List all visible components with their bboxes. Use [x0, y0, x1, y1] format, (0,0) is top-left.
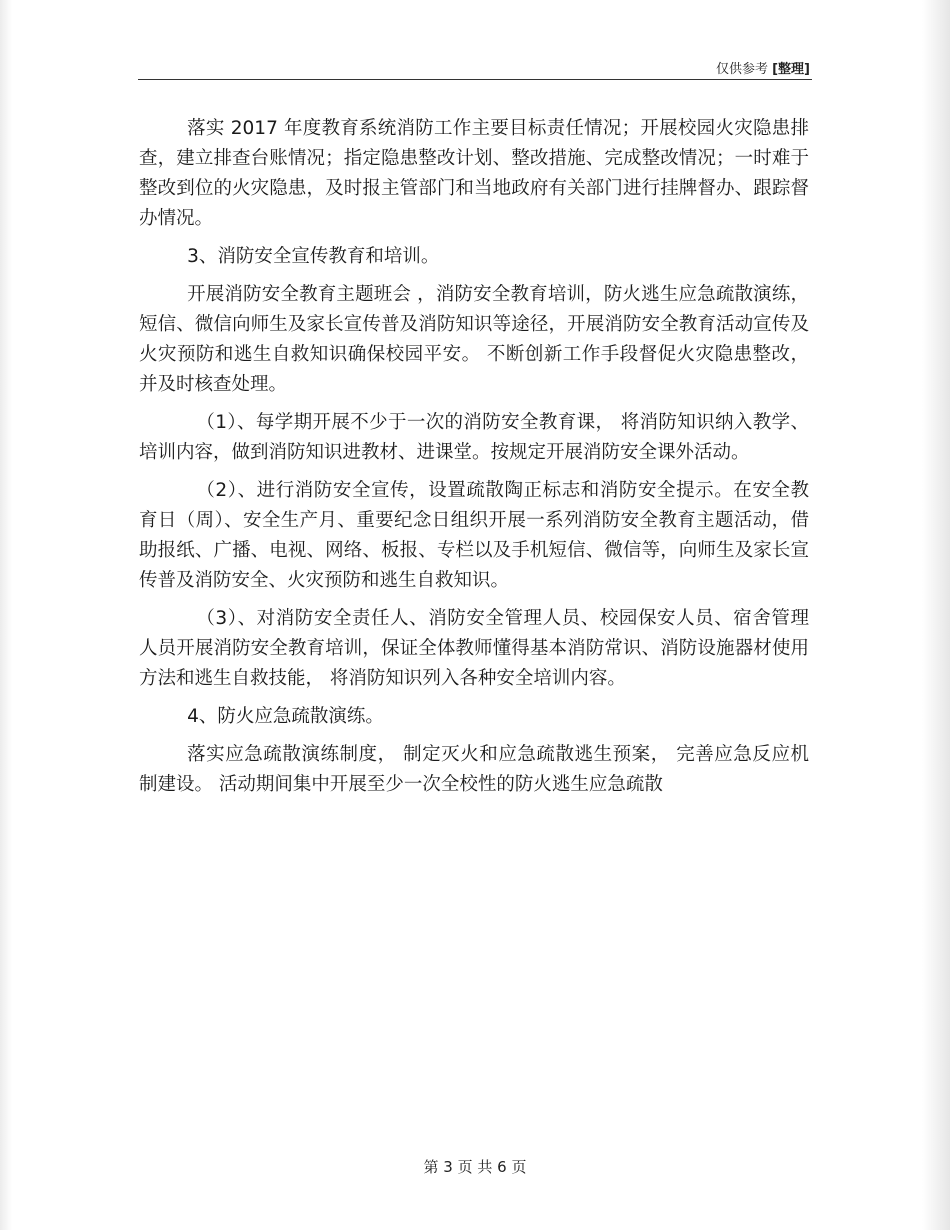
- paragraph: 开展消防安全教育主题班会 ，消防安全教育培训，防火逃生应急疏散演练，短信、微信向师生及家长宣传普及消防知识等途径，开展消防安全教育活动宣传及火灾预防和逃生自救知识确保校园平安。 不断创新工作手段督促火灾隐患整改，并及时核查处理。: [139, 284, 809, 395]
- section-heading: 4、防火应急疏散演练。: [187, 706, 384, 727]
- page-header: [716, 58, 810, 77]
- page-shadow-right: [922, 0, 950, 1230]
- paragraph: （1）、每学期开展不少于一次的消防安全教育课， 将消防知识纳入教学、培训内容，做到消防知识进教材、进课堂。按规定开展消防安全课外活动。: [139, 412, 809, 463]
- header-note: 仅供参考: [715, 62, 768, 77]
- header-rule: [138, 79, 812, 80]
- document-body: [139, 114, 809, 808]
- page-footer: 第 3 页 共 6 页: [423, 1158, 527, 1176]
- paragraph: 落实应急疏散演练制度， 制定灭火和应急疏散逃生预案， 完善应急反应机制建设。 活动期间集中开展至少一次全校性的防火逃生应急疏散: [139, 744, 809, 795]
- paragraph: （2）、进行消防安全宣传，设置疏散陶正标志和消防安全提示。在安全教育日（周）、安全生产月、重要纪念日组织开展一系列消防安全教育主题活动，借助报纸、广播、电视、网络、板报、专栏以及手机短信、微信等，向师生及家长宣传普及消防安全、火灾预防和逃生自救知识。: [139, 480, 809, 591]
- section-heading: 3、消防安全宣传教育和培训。: [187, 246, 440, 267]
- paragraph: 落实 2017 年度教育系统消防工作主要目标责任情况；开展校园火灾隐患排查，建立排查台账情况；指定隐患整改计划、整改措施、完成整改情况；一时难于整改到位的火灾隐患，及时报主管部门和当地政府有关部门进行挂牌督办、跟踪督办情况。: [139, 118, 809, 229]
- paragraph: （3）、对消防安全责任人、消防安全管理人员、校园保安人员、宿舍管理人员开展消防安全教育培训，保证全体教师懂得基本消防常识、消防设施器材使用方法和逃生自救技能， 将消防知识列入各种安全培训内容。: [139, 608, 809, 689]
- page-shadow-left: [0, 0, 12, 1230]
- header-tag: [整理]: [772, 62, 810, 77]
